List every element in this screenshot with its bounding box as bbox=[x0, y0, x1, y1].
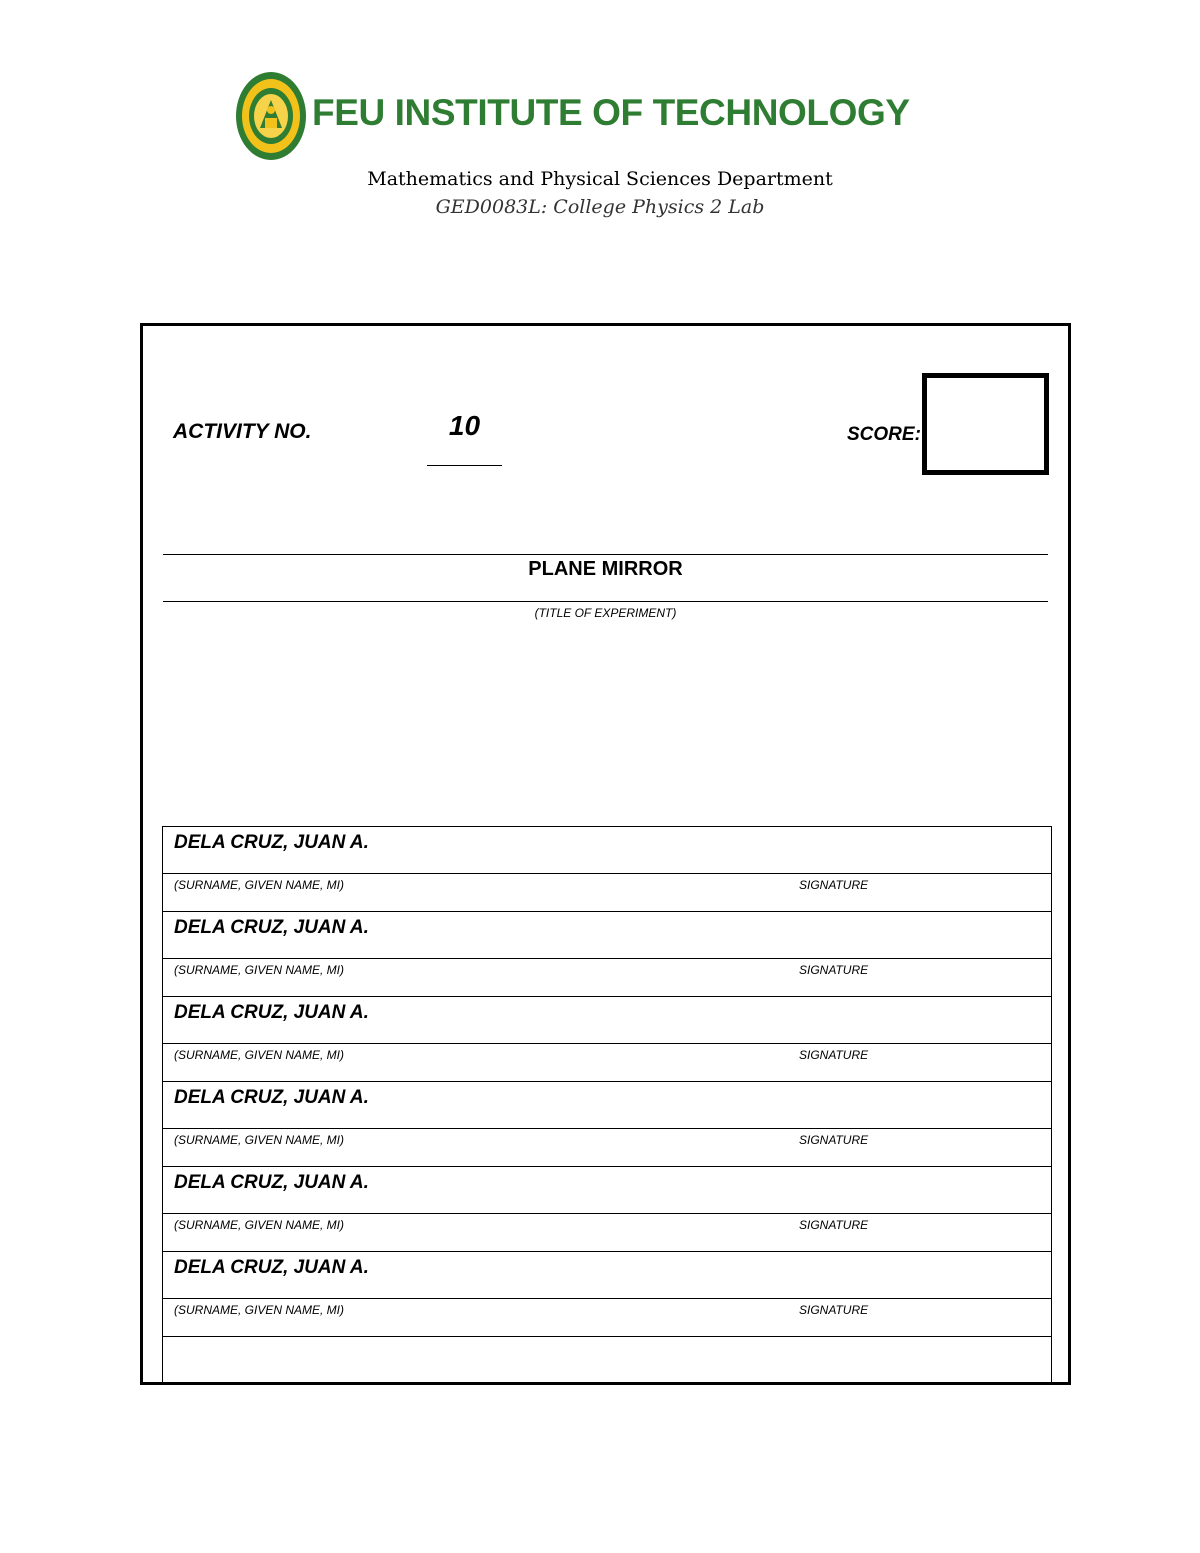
experiment-title-caption: (TITLE OF EXPERIMENT) bbox=[534, 606, 677, 620]
title-divider-bottom bbox=[163, 601, 1048, 602]
feu-tech-seal-icon bbox=[234, 70, 308, 162]
signature-caption: SIGNATURE bbox=[799, 963, 869, 977]
member-name-caption: (SURNAME, GIVEN NAME, MI) bbox=[174, 878, 345, 892]
department-name: Mathematics and Physical Sciences Department bbox=[367, 168, 833, 190]
activity-label: ACTIVITY NO. bbox=[173, 420, 312, 443]
member-name-caption: (SURNAME, GIVEN NAME, MI) bbox=[174, 1303, 345, 1317]
activity-number: 10 bbox=[448, 410, 481, 441]
score-box bbox=[922, 373, 1049, 475]
member-row bbox=[163, 1252, 1051, 1337]
signature-caption: SIGNATURE bbox=[799, 1303, 869, 1317]
member-name-caption: (SURNAME, GIVEN NAME, MI) bbox=[174, 1133, 345, 1147]
member-name: DELA CRUZ, JUAN A. bbox=[174, 917, 369, 938]
member-row bbox=[163, 827, 1051, 912]
course-title: GED0083L: College Physics 2 Lab bbox=[435, 196, 765, 218]
member-row bbox=[163, 1167, 1051, 1252]
member-name: DELA CRUZ, JUAN A. bbox=[174, 832, 369, 853]
signature-caption: SIGNATURE bbox=[799, 878, 869, 892]
signature-caption: SIGNATURE bbox=[799, 1133, 869, 1147]
member-name: DELA CRUZ, JUAN A. bbox=[174, 1257, 369, 1278]
member-name: DELA CRUZ, JUAN A. bbox=[174, 1172, 369, 1193]
member-name: DELA CRUZ, JUAN A. bbox=[174, 1002, 369, 1023]
institution-name: FEU INSTITUTE OF TECHNOLOGY bbox=[312, 92, 910, 133]
member-row bbox=[163, 1082, 1051, 1167]
member-name-caption: (SURNAME, GIVEN NAME, MI) bbox=[174, 963, 345, 977]
member-row bbox=[163, 997, 1051, 1082]
title-divider-top bbox=[163, 554, 1048, 555]
member-name-caption: (SURNAME, GIVEN NAME, MI) bbox=[174, 1218, 345, 1232]
score-label: SCORE: bbox=[847, 424, 921, 445]
member-name-caption: (SURNAME, GIVEN NAME, MI) bbox=[174, 1048, 345, 1062]
signature-caption: SIGNATURE bbox=[799, 1218, 869, 1232]
member-name: DELA CRUZ, JUAN A. bbox=[174, 1087, 369, 1108]
members-table bbox=[162, 826, 1052, 1382]
activity-number-underline bbox=[427, 465, 502, 466]
experiment-title: PLANE MIRROR bbox=[528, 558, 683, 580]
signature-caption: SIGNATURE bbox=[799, 1048, 869, 1062]
member-row bbox=[163, 912, 1051, 997]
